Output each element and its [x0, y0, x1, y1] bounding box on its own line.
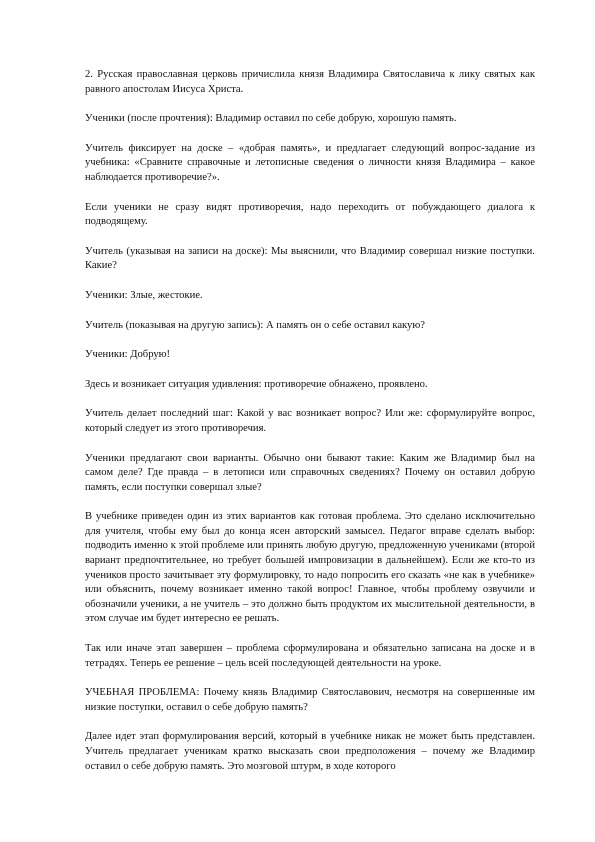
paragraph-9: Здесь и возникает ситуация удивления: противоречие обнажено, проявлено. — [85, 378, 428, 390]
paragraph-1: 2. Русская православная церковь причислила князя Владимира Святославича к лику святых как равного апостолам Иисуса Христа. — [85, 69, 535, 95]
paragraph-10: Учитель делает последний шаг: Какой у вас возникает вопрос? Или же: сформулируйте вопрос, который следует из этого противоречия. — [85, 408, 535, 434]
document-page — [85, 68, 535, 789]
paragraph-12: В учебнике приведен один из этих вариантов как готовая проблема. Это сделано исключительно для учителя, чтобы ему был до конца ясен авторский замысел. Педагог вправе сделать выбор: подводить именно к этой проблеме или принять любую другую, предложенную учениками (второй вариант предпочтительнее, но требует большей импровизации в дальнейшем). Если же кто-то из учеников просто зачитывает эту формулировку, то надо попросить его сказать «не как в учебнике» или объяснить, почему возникает именно такой вопрос! Главное, чтобы проблему озвучили и обозначили ученики, а не учитель – это должно быть продуктом их мыслительной деятельности, в этом случае им будет интересно ее решать. — [85, 511, 535, 625]
paragraph-6: Ученики: Злые, жестокие. — [85, 289, 203, 301]
paragraph-8: Ученики: Добрую! — [85, 349, 171, 361]
paragraph-7: Учитель (показывая на другую запись): А память он о себе оставил какую? — [85, 319, 425, 331]
paragraph-5: Учитель (указывая на записи на доске): Мы выяснили, что Владимир совершал низкие поступки. Какие? — [85, 245, 535, 272]
paragraph-15: Далее идет этап формулирования версий, который в учебнике никак не может быть представлен. Учитель предлагает ученикам кратко высказать свои предположения – почему же Владимир оставил о себе добрую память. Это мозговой штурм, в ходе которого — [85, 731, 535, 772]
paragraph-2: Ученики (после прочтения): Владимир оставил по себе добрую, хорошую память. — [85, 113, 457, 125]
paragraph-3: Учитель фиксирует на доске – «добрая память», и предлагает следующий вопрос-задание из учебника: «Сравните справочные и летописные сведения о личности князя Владимира – какое наблюдается противоречие?». — [85, 142, 535, 183]
paragraph-11: Ученики предлагают свои варианты. Обычно они бывают такие: Каким же Владимир был на самом деле? Где правда – в летописи или справочных сведениях? Почему он оставил добрую память, если поступки совершал злые? — [85, 452, 535, 493]
paragraph-13: Так или иначе этап завершен – проблема сформулирована и обязательно записана на доске и в тетрадях. Теперь ее решение – цель всей последующей деятельности на уроке. — [85, 643, 535, 669]
paragraph-4: Если ученики не сразу видят противоречия, надо переходить от побуждающего диалога к подводящему. — [85, 201, 535, 228]
paragraph-14: УЧЕБНАЯ ПРОБЛЕМА: Почему князь Владимир Святославович, несмотря на совершенные им низкие поступки, оставил о себе добрую память? — [85, 687, 535, 713]
